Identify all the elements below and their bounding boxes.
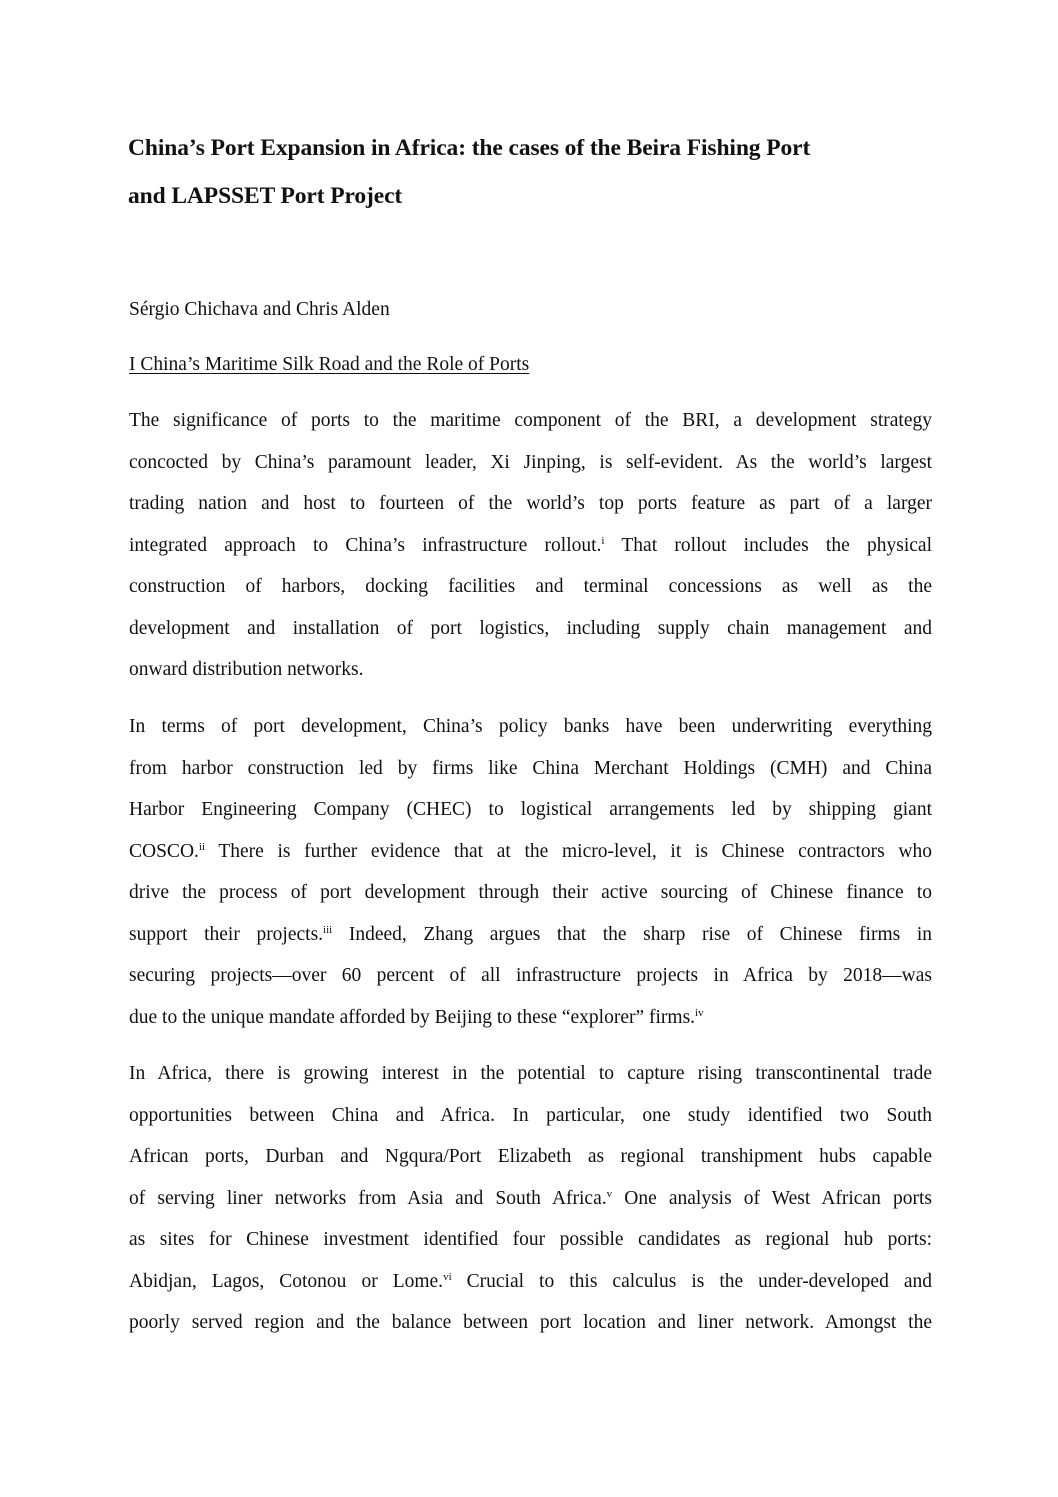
line-text: from harbor construction led by firms like China Merchant Holdings (CMH) and China: [129, 757, 932, 779]
line-text: of serving liner networks from Asia and South Africa.: [129, 1187, 607, 1209]
line-text: Harbor Engineering Company (CHEC) to logistical arrangements led by shipping giant: [129, 799, 932, 820]
line-text: poorly served region and the balance between port location and liner network. Amongst the: [129, 1312, 932, 1333]
paragraph-2: [129, 706, 932, 1038]
paragraph-line: [129, 955, 932, 997]
paragraph-line: [129, 608, 932, 650]
paragraph-line: [129, 649, 932, 691]
line-text: integrated approach to China’s infrastructure rollout.: [129, 534, 602, 556]
line-text-continued: There is further evidence that at the micro-level, it is Chinese contractors who: [205, 840, 932, 862]
line-text: support their projects.: [129, 923, 324, 945]
footnote-marker[interactable]: i: [601, 534, 605, 547]
title-line-1: China’s Port Expansion in Africa: the cases of the Beira Fishing Port: [128, 135, 811, 161]
line-text: Abidjan, Lagos, Cotonou or Lome.: [129, 1270, 444, 1292]
paragraph-line: [129, 525, 932, 567]
section-heading: I China’s Maritime Silk Road and the Role of Ports: [129, 354, 530, 375]
line-text: securing projects—over 60 percent of all infrastructure projects in Africa by 2018—was: [129, 965, 932, 986]
paragraph-line: [129, 442, 932, 484]
footnote-marker[interactable]: v: [606, 1187, 613, 1200]
line-text: trading nation and host to fourteen of the world’s top ports feature as part of a larger: [129, 493, 932, 514]
paragraph-line: [129, 566, 932, 608]
line-text-continued: Crucial to this calculus is the under-developed and: [451, 1270, 932, 1292]
paragraph-line: [129, 1136, 932, 1178]
line-text: The significance of ports to the maritime component of the BRI, a development strategy: [129, 410, 932, 431]
paragraph-line: [129, 1053, 932, 1095]
authors: Sérgio Chichava and Chris Alden: [129, 299, 390, 320]
footnote-marker[interactable]: ii: [198, 840, 206, 853]
paragraph-line: [129, 1302, 932, 1344]
paragraph-1: [129, 400, 932, 691]
line-text: development and installation of port logistics, including supply chain management and: [129, 617, 932, 639]
paragraph-line: [129, 1178, 932, 1220]
line-text: COSCO.: [129, 840, 199, 862]
paragraph-line: [129, 831, 932, 873]
paragraph-line: [129, 997, 932, 1039]
paragraph-line: [129, 1219, 932, 1261]
line-text-continued: One analysis of West African ports: [612, 1187, 932, 1209]
document-title: [128, 124, 938, 220]
paragraph-line: [129, 789, 932, 831]
paragraph-line: [129, 1261, 932, 1303]
footnote-marker[interactable]: iv: [695, 1006, 704, 1019]
line-text: onward distribution networks.: [129, 659, 364, 680]
line-text: drive the process of port development through their active sourcing of Chinese finance to: [129, 882, 932, 903]
line-text: construction of harbors, docking facilities and terminal concessions as well as the: [129, 576, 932, 597]
paragraph-line: [129, 706, 932, 748]
footnote-marker[interactable]: vi: [443, 1270, 452, 1283]
line-text: due to the unique mandate afforded by Beijing to these “explorer” firms.: [129, 1006, 696, 1028]
paragraph-line: [129, 872, 932, 914]
line-text: concocted by China’s paramount leader, Xi Jinping, is self-evident. As the world’s largest: [129, 451, 932, 473]
line-text: opportunities between China and Africa. In particular, one study identified two South: [129, 1104, 932, 1126]
title-line-2: and LAPSSET Port Project: [128, 183, 403, 209]
line-text: In terms of port development, China’s policy banks have been underwriting everything: [129, 716, 932, 737]
footnote-marker[interactable]: iii: [323, 923, 333, 936]
paragraph-line: [129, 1095, 932, 1137]
line-text: In Africa, there is growing interest in the potential to capture rising transcontinental trade: [129, 1063, 932, 1084]
line-text: as sites for Chinese investment identified four possible candidates as regional hub ports:: [129, 1229, 932, 1250]
paragraph-3: [129, 1053, 932, 1344]
paragraph-line: [129, 914, 932, 956]
line-text: African ports, Durban and Ngqura/Port Elizabeth as regional transhipment hubs capable: [129, 1146, 932, 1167]
line-text-continued: Indeed, Zhang argues that the sharp rise of Chinese firms in: [332, 923, 932, 945]
paragraph-line: [129, 748, 932, 790]
paragraph-line: [129, 483, 932, 525]
line-text-continued: That rollout includes the physical: [604, 534, 932, 556]
paragraph-line: [129, 400, 932, 442]
